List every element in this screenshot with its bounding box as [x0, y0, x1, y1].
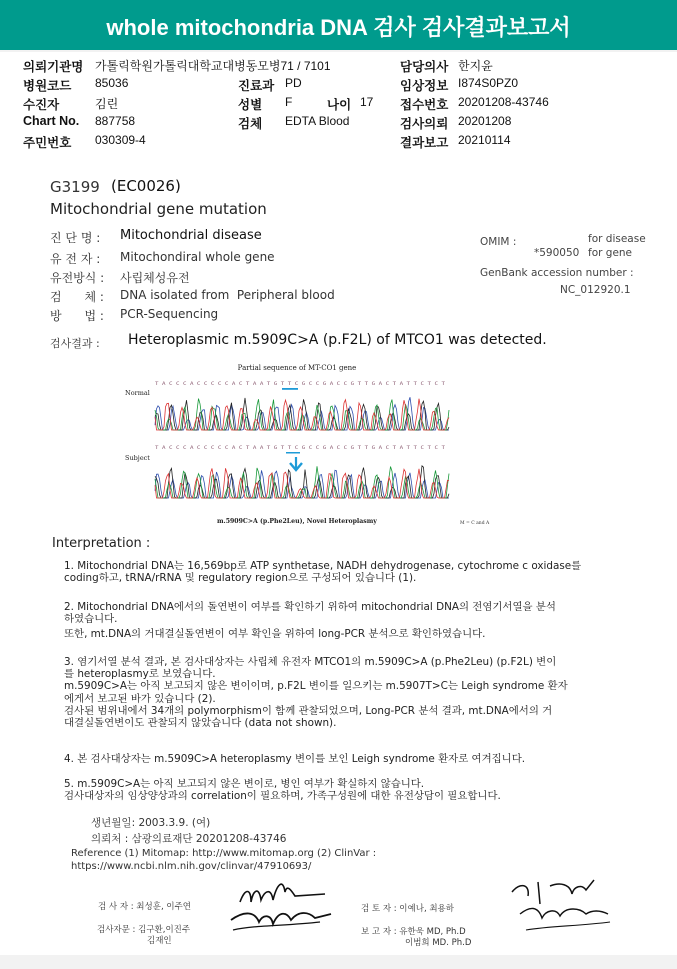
label-specimen: 검체	[238, 117, 263, 131]
interpretation-paragraph-4	[64, 753, 525, 765]
figure-side-note: M = C and A	[460, 521, 490, 526]
test-code: G3199	[50, 178, 100, 196]
line: m.5909C>A는 아직 보고되지 않은 변이이며, p.F2L 변이를 일으키는 m.5907T>C는 Leigh syndrome 환자	[64, 680, 568, 693]
interpretation-title: Interpretation :	[52, 536, 151, 551]
diagnosis-value: Mitochondrial disease	[120, 228, 262, 243]
subject-underline	[286, 452, 300, 454]
genbank-value: NC_012920.1	[560, 284, 631, 296]
omim-disease-label: for disease	[588, 233, 646, 245]
patient-info-block	[0, 52, 677, 170]
line: 검사대상자의 임상양상과의 correlation이 필요하며, 가족구성원에 대한 유전상담이 필요합니다.	[64, 790, 501, 803]
line: 검사된 범위내에서 34개의 polymorphism이 함께 관찰되었으며, Long-PCR 분석 결과, mt.DNA에서의 거	[64, 704, 553, 717]
reference-line-1: Reference (1) Mitomap: http://www.mitomap.org (2) ClinVar :	[71, 848, 377, 859]
label-resident-no: 주민번호	[23, 136, 72, 150]
reporter-label: 보 고 자 : 유한욱 MD, Ph.D	[361, 927, 466, 937]
label-chart-no: Chart No.	[23, 114, 80, 128]
line: 3. 염기서열 분석 결과, 본 검사대상자는 사립체 유전자 MTCO1의 m.5909C>A (p.Phe2Leu) (p.F2L) 변이	[64, 656, 557, 668]
figure-title: Partial sequence of MT-CO1 gene	[237, 364, 357, 372]
result-label: 검사결과 :	[50, 337, 100, 350]
omim-label: OMIM :	[480, 236, 517, 248]
value-resident-no: 030309-4	[95, 133, 146, 147]
interpretation-paragraph-2	[64, 601, 556, 641]
inheritance-value: 사립체성유전	[120, 271, 190, 285]
line: 대결실돌연변이도 관찰되지 않았습니다 (data not shown).	[64, 717, 337, 730]
diagnosis-label: 진 단 명 :	[50, 231, 101, 245]
label-patient-name: 수진자	[23, 98, 60, 112]
line: 또한, mt.DNA의 거대결실돌연변이 여부 확인을 위하여 long-PCR 분석으로 확인하였습니다.	[64, 628, 486, 641]
value-clinical-info: I874S0PZ0	[458, 76, 519, 90]
test-code-secondary: (EC0026)	[111, 177, 181, 195]
value-hospital-code: 85036	[95, 76, 129, 90]
specimen-value: DNA isolated from Peripheral blood	[120, 288, 335, 302]
line: 5. m.5909C>A는 아직 보고되지 않은 변이로, 병인 여부가 확실하지 않습니다.	[64, 778, 425, 790]
line: 에게서 보고된 바가 있습니다 (2).	[64, 692, 216, 705]
value-specimen: EDTA Blood	[285, 114, 350, 128]
reviewer-label: 검 토 자 : 이예나, 최용하	[361, 904, 454, 914]
mutation-underline	[282, 388, 298, 390]
value-sex: F	[285, 95, 293, 109]
value-chart-no: 887758	[95, 114, 136, 128]
label-institution: 의뢰기관명	[23, 60, 84, 74]
line: 2. Mitochondrial DNA에서의 돌연변이 여부를 확인하기 위하여 mitochondrial DNA의 전염기서열을 분석	[64, 601, 556, 613]
label-accession-no: 접수번호	[400, 98, 449, 112]
label-report-date: 결과보고	[400, 136, 449, 150]
label-physician: 담당의사	[400, 60, 449, 74]
value-physician: 한지윤	[458, 59, 493, 73]
gene-label: 유 전 자 :	[50, 252, 101, 266]
label-clinical-info: 임상정보	[400, 79, 449, 93]
value-institution: 가톨릭학원가톨릭대학교대병동모병71 / 7101	[95, 59, 331, 73]
method-label: 방 법 :	[50, 309, 104, 323]
method-value: PCR-Sequencing	[120, 307, 219, 321]
value-request-date: 20201208	[458, 114, 512, 128]
value-accession-no: 20201208-43746	[458, 95, 549, 109]
value-report-date: 20210114	[458, 133, 511, 147]
chromatogram-figure	[125, 360, 490, 530]
line: 1. Mitochondrial DNA는 16,569bp로 ATP synthetase, NADH dehydrogenase, cytochrome c oxidase를	[64, 560, 582, 572]
mutation-arrow	[290, 457, 302, 470]
line: coding하고, tRNA/rRNA 및 regulatory region으로 구성되어 있습니다 (1).	[64, 572, 417, 585]
report-title: whole mitochondria DNA 검사 검사결과보고서	[106, 15, 571, 40]
line: 4. 본 검사대상자는 m.5909C>A heteroplasmy 변이를 보인 Leigh syndrome 환자로 여겨집니다.	[64, 753, 526, 765]
reference-line-2: https://www.ncbi.nlm.nih.gov/clinvar/47910693/	[71, 861, 312, 872]
reporter-label-2: 이범희 MD. Ph.D	[405, 938, 472, 948]
label-hospital-code: 병원코드	[23, 79, 72, 93]
interpretation-paragraph-1	[64, 560, 581, 584]
scanned-report-page	[0, 170, 677, 955]
requester: 의뢰처 : 삼광의료재단 20201208-43746	[91, 833, 287, 845]
report-heading: Mitochondrial gene mutation	[50, 200, 267, 218]
result-text: Heteroplasmic m.5909C>A (p.F2L) of MTCO1 was detected.	[128, 332, 547, 348]
examiner-label: 검 사 자 : 최성훈, 이주연	[98, 902, 191, 912]
advisor-label-2: 김재인	[147, 936, 172, 946]
subject-label: Subject	[125, 454, 150, 462]
specimen-label: 검 체 :	[50, 290, 104, 304]
examiner-signature	[225, 870, 335, 950]
birth-date: 생년월일: 2003.3.9. (여)	[91, 817, 211, 829]
label-department: 진료과	[238, 79, 275, 93]
value-age: 17	[360, 95, 374, 109]
advisor-label: 검사자문 : 김구환,이진주	[97, 925, 191, 935]
interpretation-paragraph-3	[64, 656, 568, 729]
normal-sequence: T A C C C A C C C C C A C T A A T G T T C G C C G A C C G T T G A C T A T T C T C T	[155, 382, 375, 387]
inheritance-label: 유전방식 :	[50, 271, 105, 285]
value-patient-name: 김린	[95, 97, 119, 111]
omim-gene-label: for gene	[588, 247, 633, 259]
interpretation-paragraph-5	[64, 778, 501, 802]
subject-sequence: T A C C C A C C C C C A C T A A T G T T C G C C G A C C G T T G A C T A T T C T C T	[155, 446, 375, 451]
line: 를 heteroplasmy로 보였습니다.	[64, 668, 216, 681]
label-sex: 성별	[238, 98, 263, 112]
label-request-date: 검사의뢰	[400, 117, 449, 131]
reviewer-signature	[490, 870, 630, 950]
normal-label: Normal	[125, 389, 150, 397]
omim-gene-id: *590050	[534, 247, 580, 259]
label-age: 나이	[327, 98, 352, 112]
value-department: PD	[285, 76, 302, 90]
report-title-banner	[0, 0, 677, 50]
gene-value: Mitochondiral whole gene	[120, 250, 275, 264]
figure-caption: m.5909C>A (p.Phe2Leu), Novel Heteroplasmy	[217, 518, 377, 525]
genbank-label: GenBank accession number :	[480, 267, 634, 279]
line: 하였습니다.	[64, 613, 118, 626]
